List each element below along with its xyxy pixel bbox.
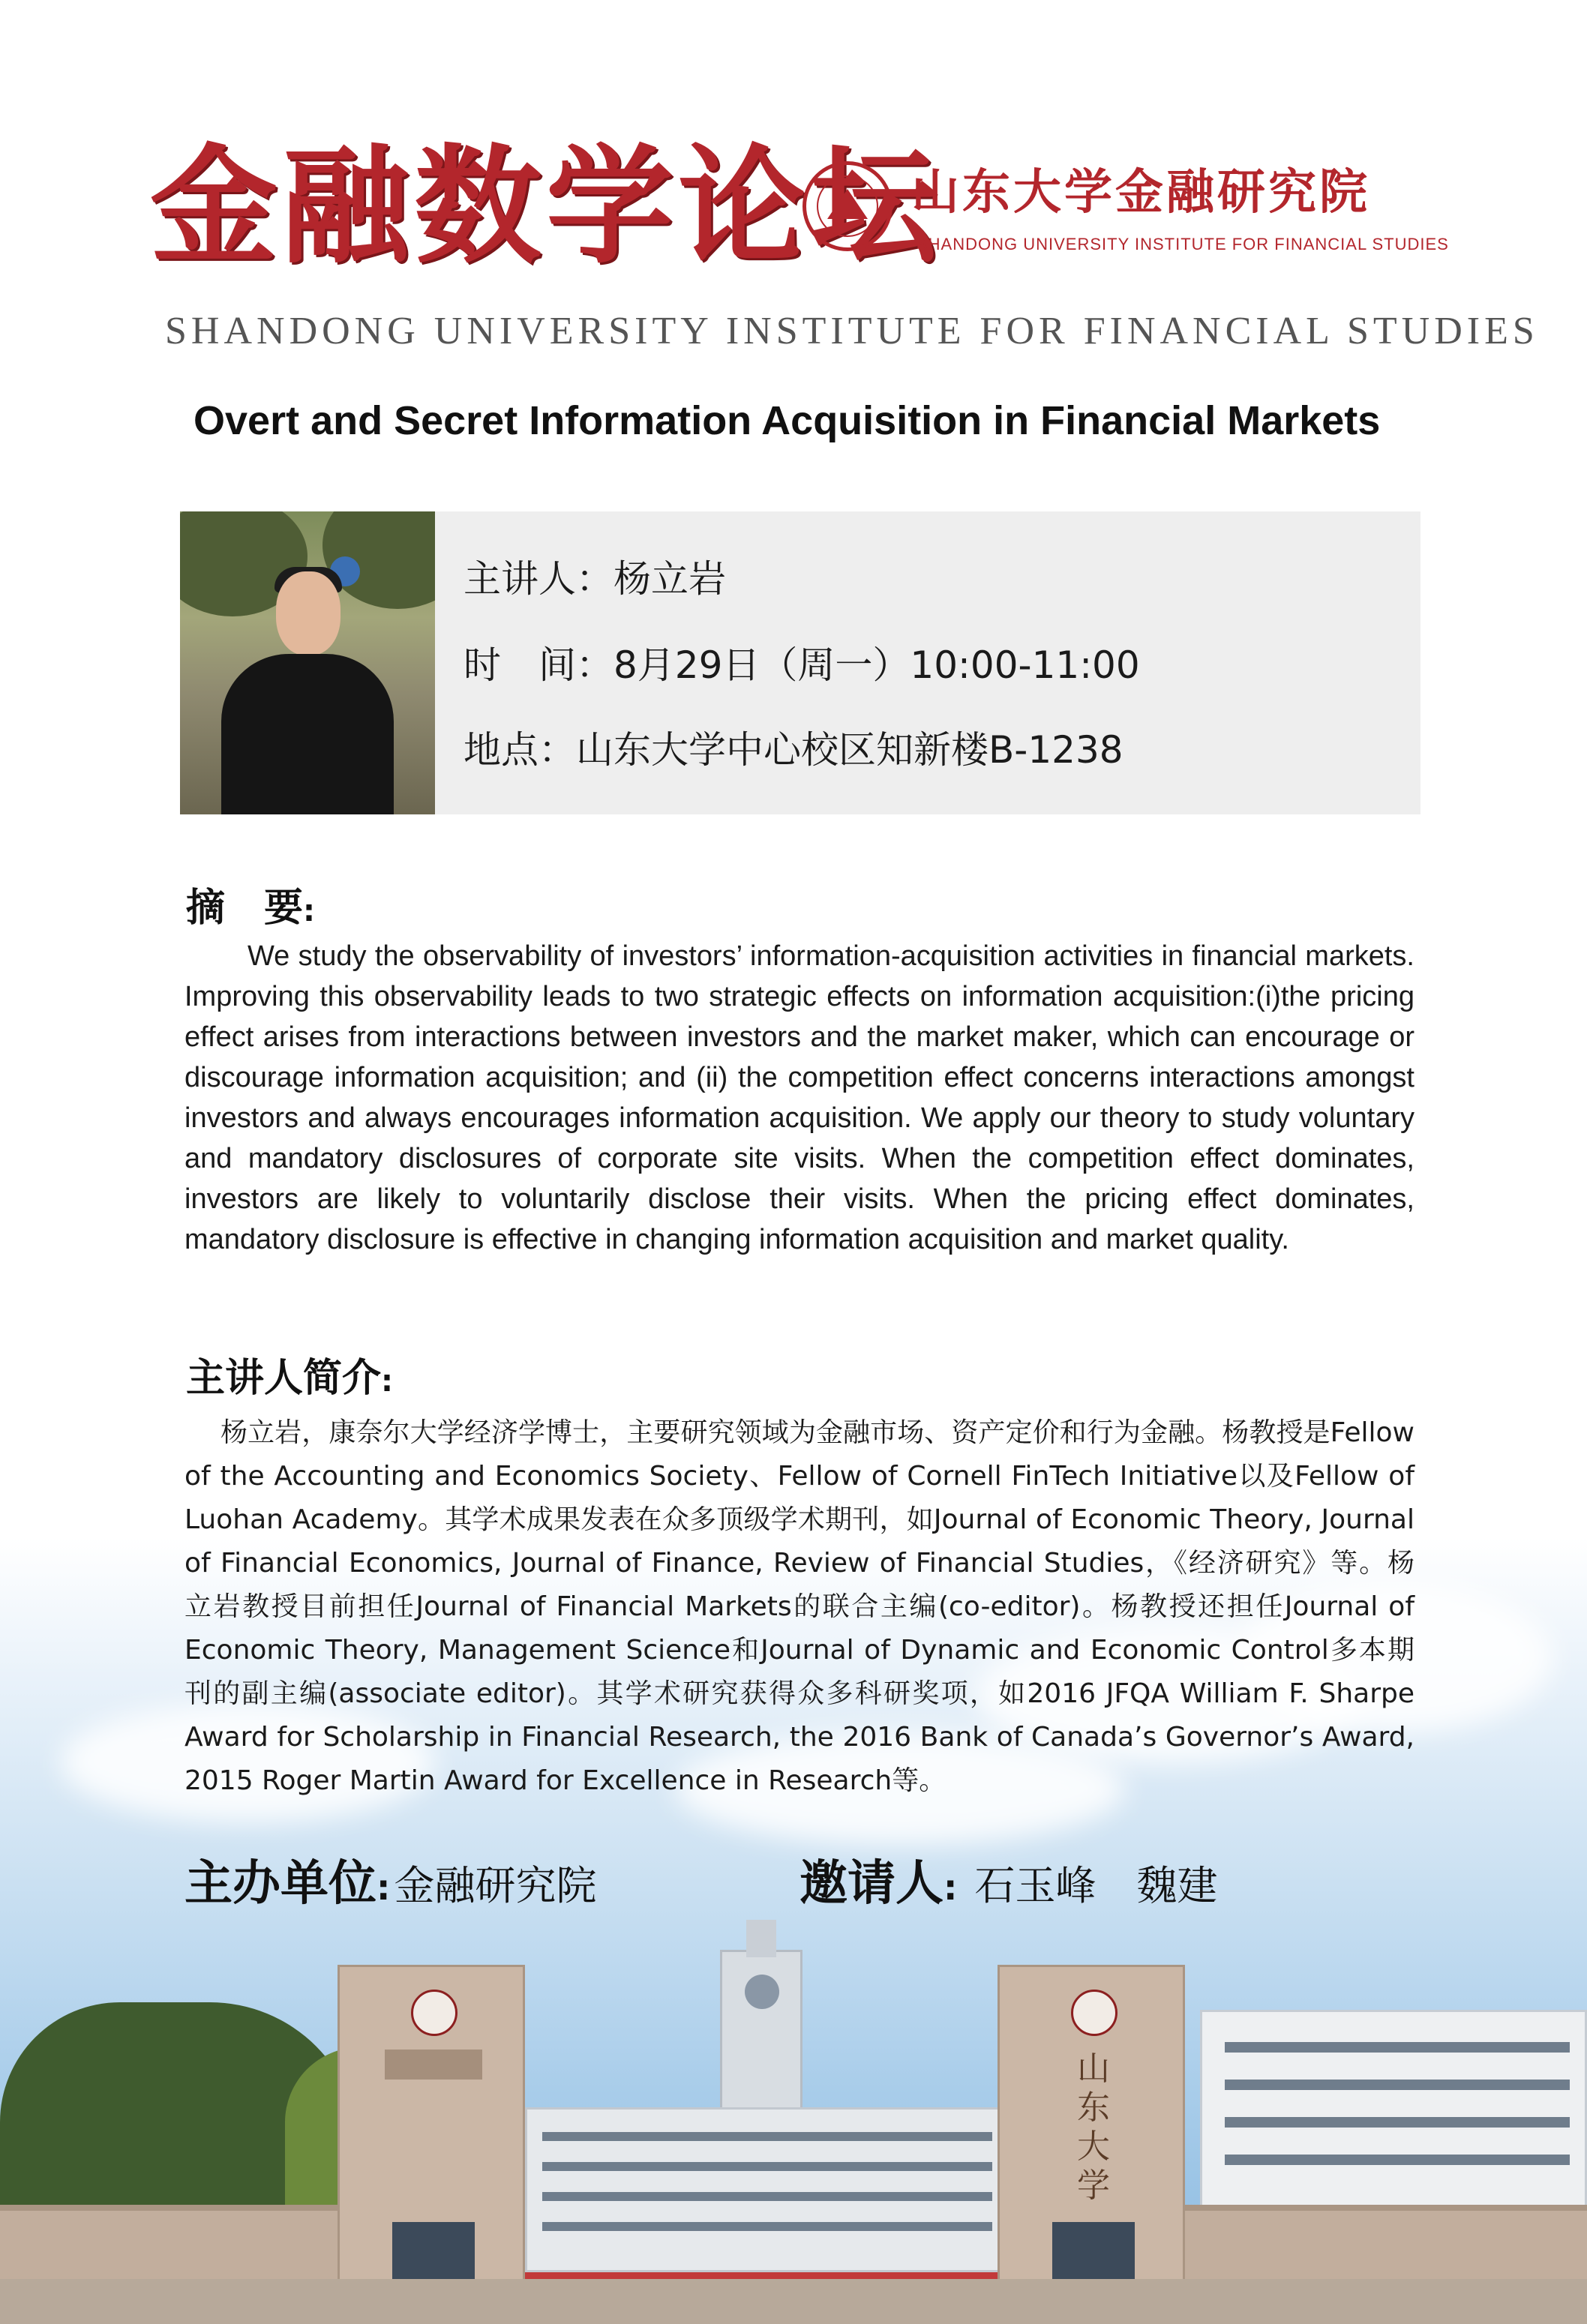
forum-title: 金融数学论坛 bbox=[150, 131, 943, 281]
abstract-text: We study the observability of investors’ information-acquisition activities in financial markets. Improving this observability leads to two strategic effects on information acquisition:(i)the pricing effect arises from interactions between investors and the market maker, which can encourage or discourage information acquisition; and (ii) the competition effect concerns interactions amongst investors and always encourages information acquisition. We apply our theory to study voluntary and mandatory disclosures of corporate site visits. When the competition effect dominates, investors are likely to voluntarily disclose their visits. When the pricing effect dominates, mandatory disclosure is effective in changing information acquisition and market quality. bbox=[184, 940, 1414, 1255]
bio-heading-label: 主讲人简介 bbox=[186, 1356, 382, 1401]
time-line: 时 间：8月29日（周一）10:00-11:00 bbox=[464, 643, 1140, 687]
speaker-info-box bbox=[180, 511, 1420, 814]
abstract-heading-colon: : bbox=[303, 894, 316, 928]
bio-heading bbox=[186, 1346, 393, 1402]
bio-text: 杨立岩，康奈尔大学经济学博士，主要研究领域为金融市场、资产定价和行为金融。杨教授是Fellow of the Accounting and Economics Society、Fellow of Cornell FinTech Initiative以及Fellow of Luohan Academy。其学术成果发表在众多顶级学术期刊，如Journal of Economic Theory, Journal of Financial Economics, Journal of Finance, Review of Financial Studies，《经济研究》等。杨立岩教授目前担任Journal of Financial Markets的联合主编(co-editor)。杨教授还担任Journal of Economic Theory, Management Science和Journal of Dynamic and Economic Control多本期刊的副主编(associate editor)。其学术研究获得众多科研奖项，如2016 JFQA William F. Sharpe Award for Scholarship in Financial Research, the 2016 Bank of Canada’s Governor’s Award, 2015 Roger Martin Award for Excellence in Research等。 bbox=[184, 1417, 1414, 1796]
institute-name-en: SHANDONG UNIVERSITY INSTITUTE FOR FINANCIAL STUDIES bbox=[916, 235, 1449, 253]
inviter-value: 石玉峰 魏建 bbox=[974, 1862, 1218, 1909]
banner-english: SHANDONG UNIVERSITY INSTITUTE FOR FINANCIAL STUDIES bbox=[165, 310, 1539, 352]
speaker-line: 主讲人：杨立岩 bbox=[464, 557, 726, 601]
institute-name-cn: 山东大学金融研究院 bbox=[911, 164, 1370, 220]
bio-heading-colon: : bbox=[381, 1364, 394, 1399]
campus-gate-image bbox=[0, 1920, 1587, 2324]
abstract-heading-label: 摘 要 bbox=[186, 886, 304, 931]
abstract-heading bbox=[186, 876, 315, 932]
inviter-label: 邀请人 bbox=[800, 1856, 944, 1912]
talk-title: Overt and Secret Information Acquisition in Financial Markets bbox=[194, 398, 1381, 443]
inviter-colon: : bbox=[944, 1867, 958, 1908]
host-value: 金融研究院 bbox=[394, 1862, 597, 1909]
host-colon: : bbox=[376, 1867, 391, 1908]
institute-logo-icon bbox=[802, 161, 892, 251]
host-line bbox=[184, 1845, 597, 1914]
inviter-line bbox=[800, 1845, 1218, 1914]
gate-inscription: 山东大学 bbox=[1077, 2050, 1110, 2205]
speaker-photo bbox=[180, 511, 435, 814]
host-label: 主办单位 bbox=[184, 1856, 376, 1912]
location-line: 地点：山东大学中心校区知新楼B-1238 bbox=[464, 728, 1124, 772]
